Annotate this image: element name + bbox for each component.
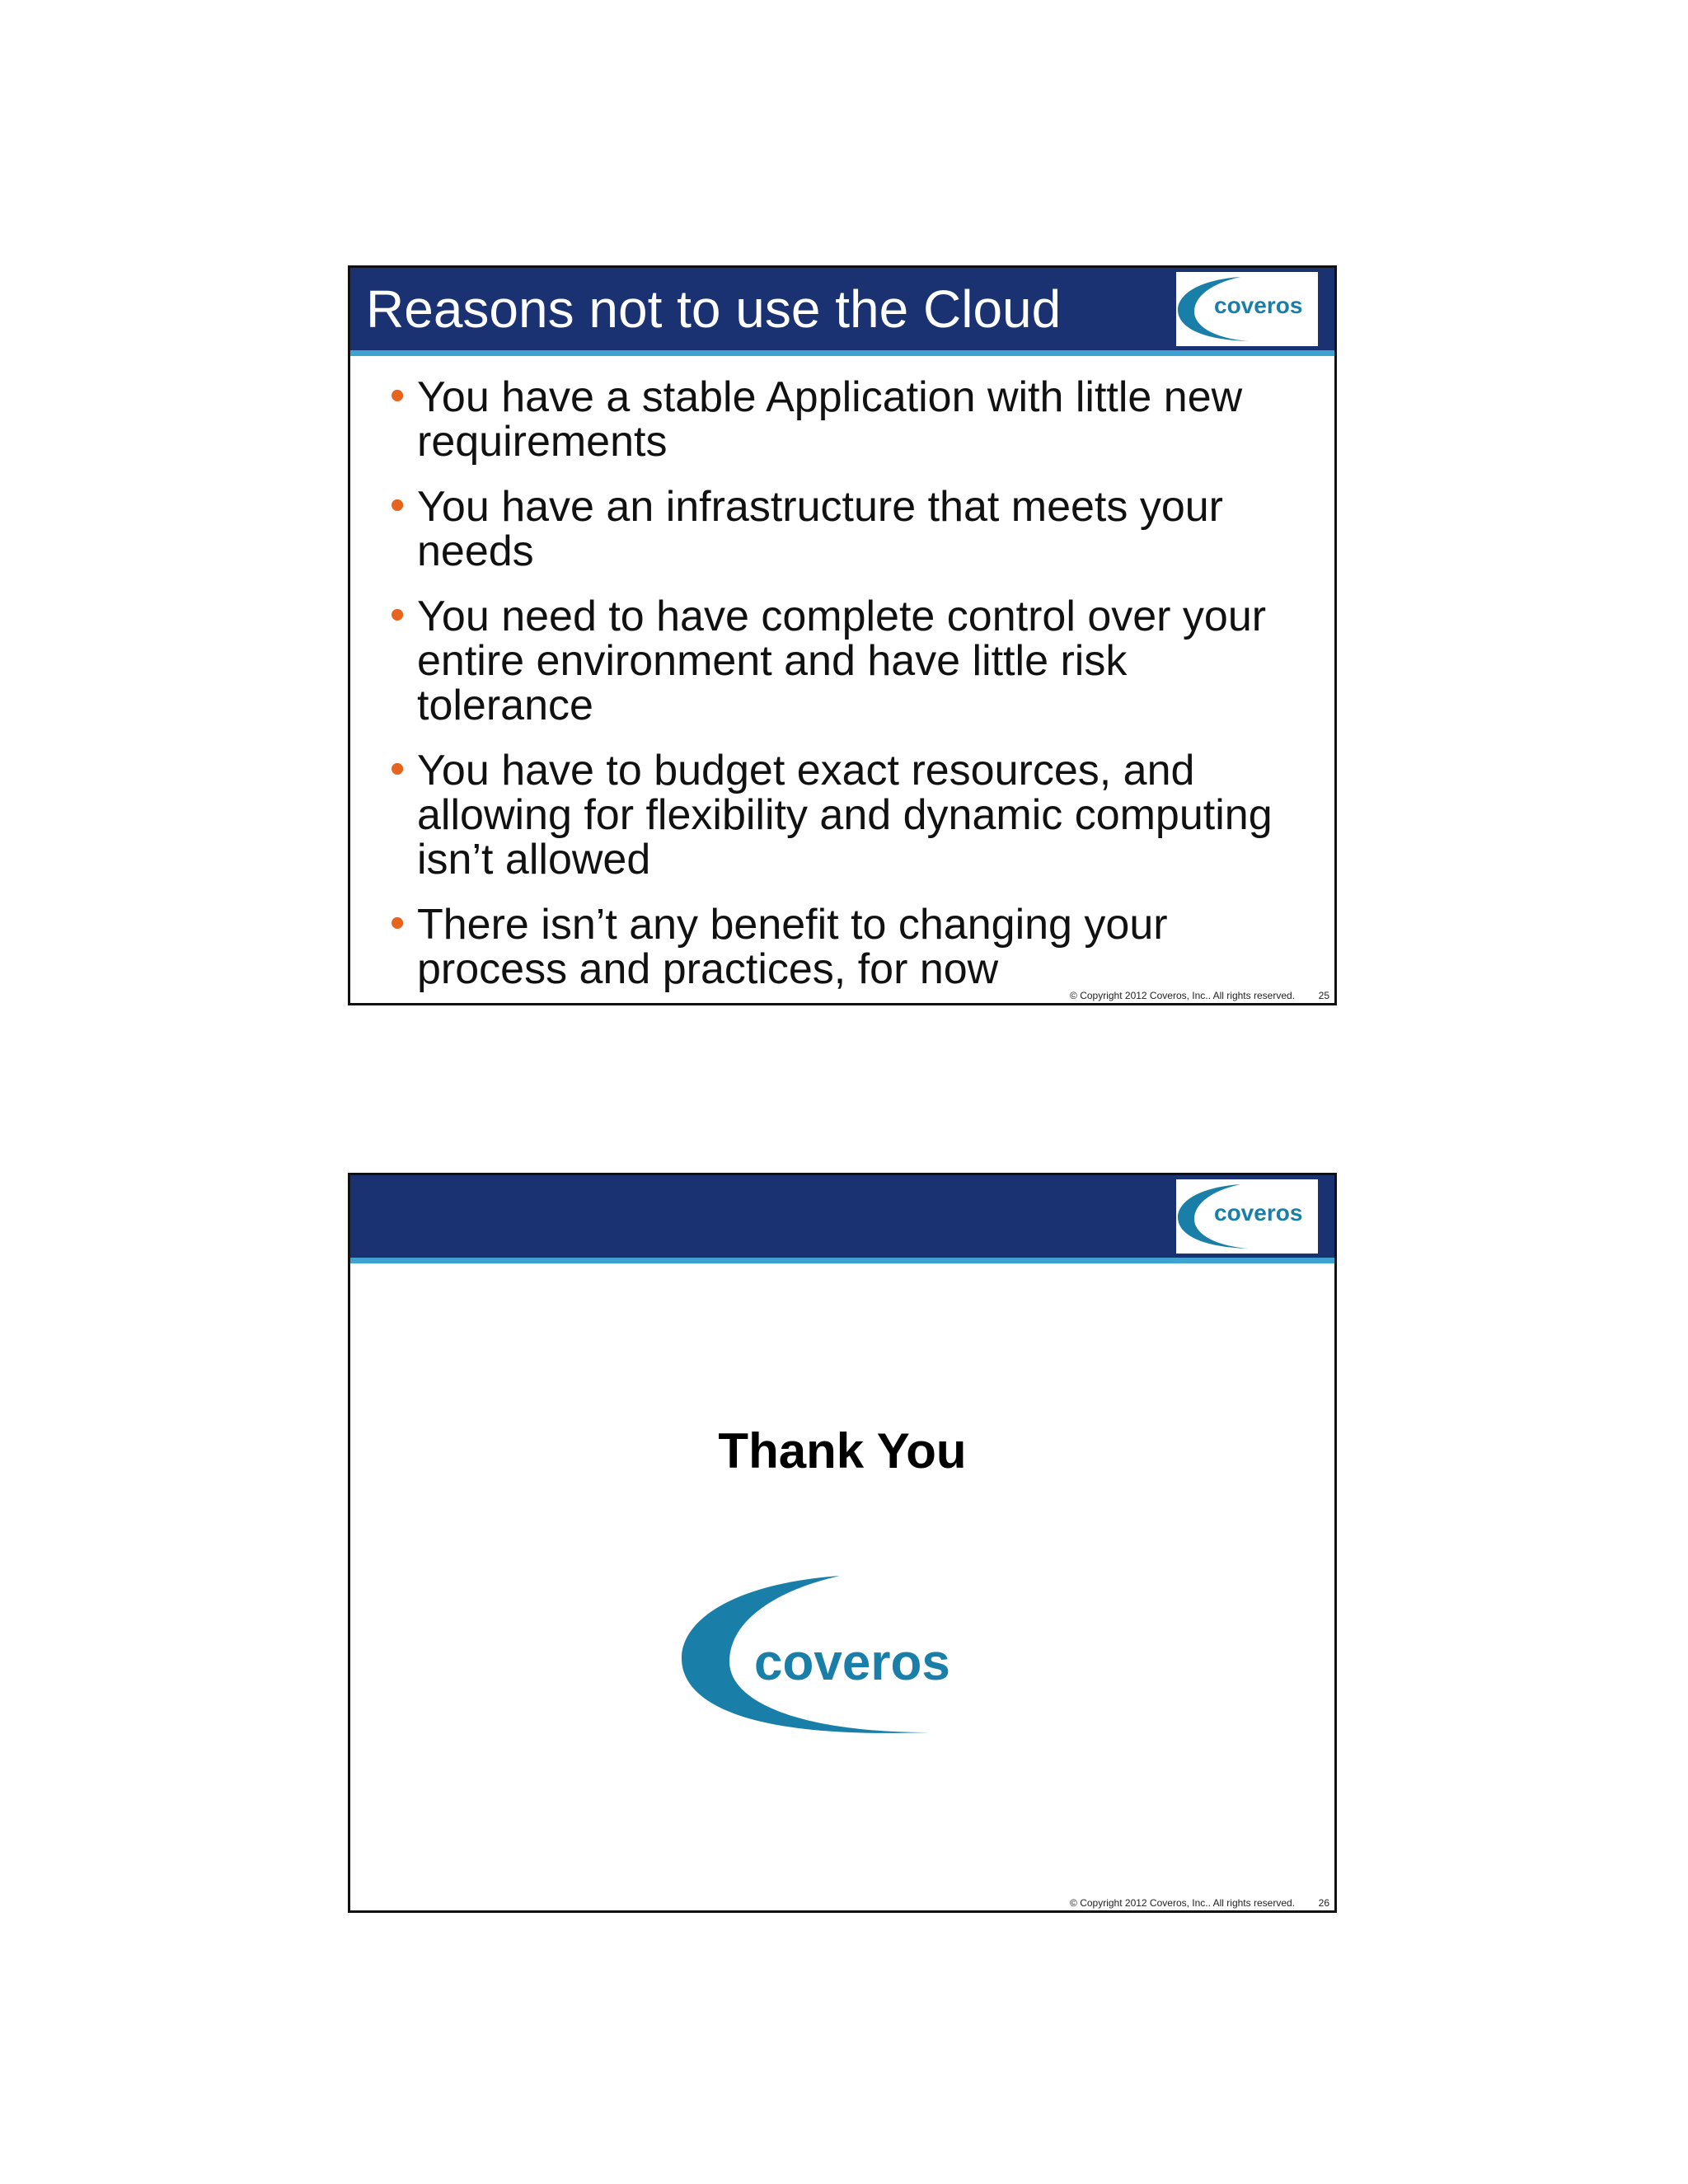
footer-copyright: © Copyright 2012 Coveros, Inc.. All rights reserved. — [1070, 990, 1295, 1001]
page-number: 25 — [1318, 990, 1329, 1001]
logo-text: coveros — [1214, 1200, 1303, 1226]
coveros-logo — [1176, 272, 1318, 346]
bullet-item — [350, 372, 1306, 466]
slide-title: Reasons not to use the Cloud — [366, 279, 1062, 339]
bullet-text: You need to have complete control over your entire environment and have little risk tolerance — [417, 593, 1267, 729]
bullet-icon: • — [390, 745, 406, 793]
slide-26 — [348, 1173, 1337, 1913]
bullet-icon: • — [390, 372, 406, 419]
coveros-big-logo — [678, 1571, 1008, 1744]
bullet-text: You have to budget exact resources, and allowing for flexibility and dynamic computing isn’t allowed — [417, 747, 1273, 883]
bullet-text: You have a stable Application with little new requirements — [417, 373, 1243, 466]
footer-copyright: © Copyright 2012 Coveros, Inc.. All rights reserved. — [1070, 1897, 1295, 1909]
bullet-text: You have an infrastructure that meets your needs — [417, 483, 1223, 575]
header-rule — [350, 1258, 1334, 1263]
slide-header — [350, 268, 1334, 350]
bullet-icon: • — [390, 591, 406, 639]
coveros-logo-swoosh-icon — [1176, 1179, 1318, 1254]
coveros-logo — [1176, 1179, 1318, 1254]
coveros-big-swoosh-icon — [678, 1571, 1008, 1744]
bullet-text: There isn’t any benefit to changing your process and practices, for now — [417, 901, 1168, 993]
bullet-icon: • — [390, 481, 406, 529]
slide-25 — [348, 265, 1337, 1005]
coveros-logo-swoosh-icon — [1176, 272, 1318, 346]
thank-you-heading: Thank You — [718, 1423, 967, 1479]
big-logo-text: coveros — [754, 1634, 950, 1691]
bullet-icon: • — [390, 899, 406, 947]
page-number: 26 — [1318, 1897, 1329, 1909]
bullet-item — [350, 899, 1306, 993]
bullet-item — [350, 481, 1306, 575]
bullet-item — [350, 745, 1306, 883]
bullet-list — [350, 372, 1306, 1005]
header-rule — [350, 350, 1334, 356]
bullet-item — [350, 591, 1306, 729]
slide-header — [350, 1175, 1334, 1258]
logo-text: coveros — [1214, 293, 1303, 318]
